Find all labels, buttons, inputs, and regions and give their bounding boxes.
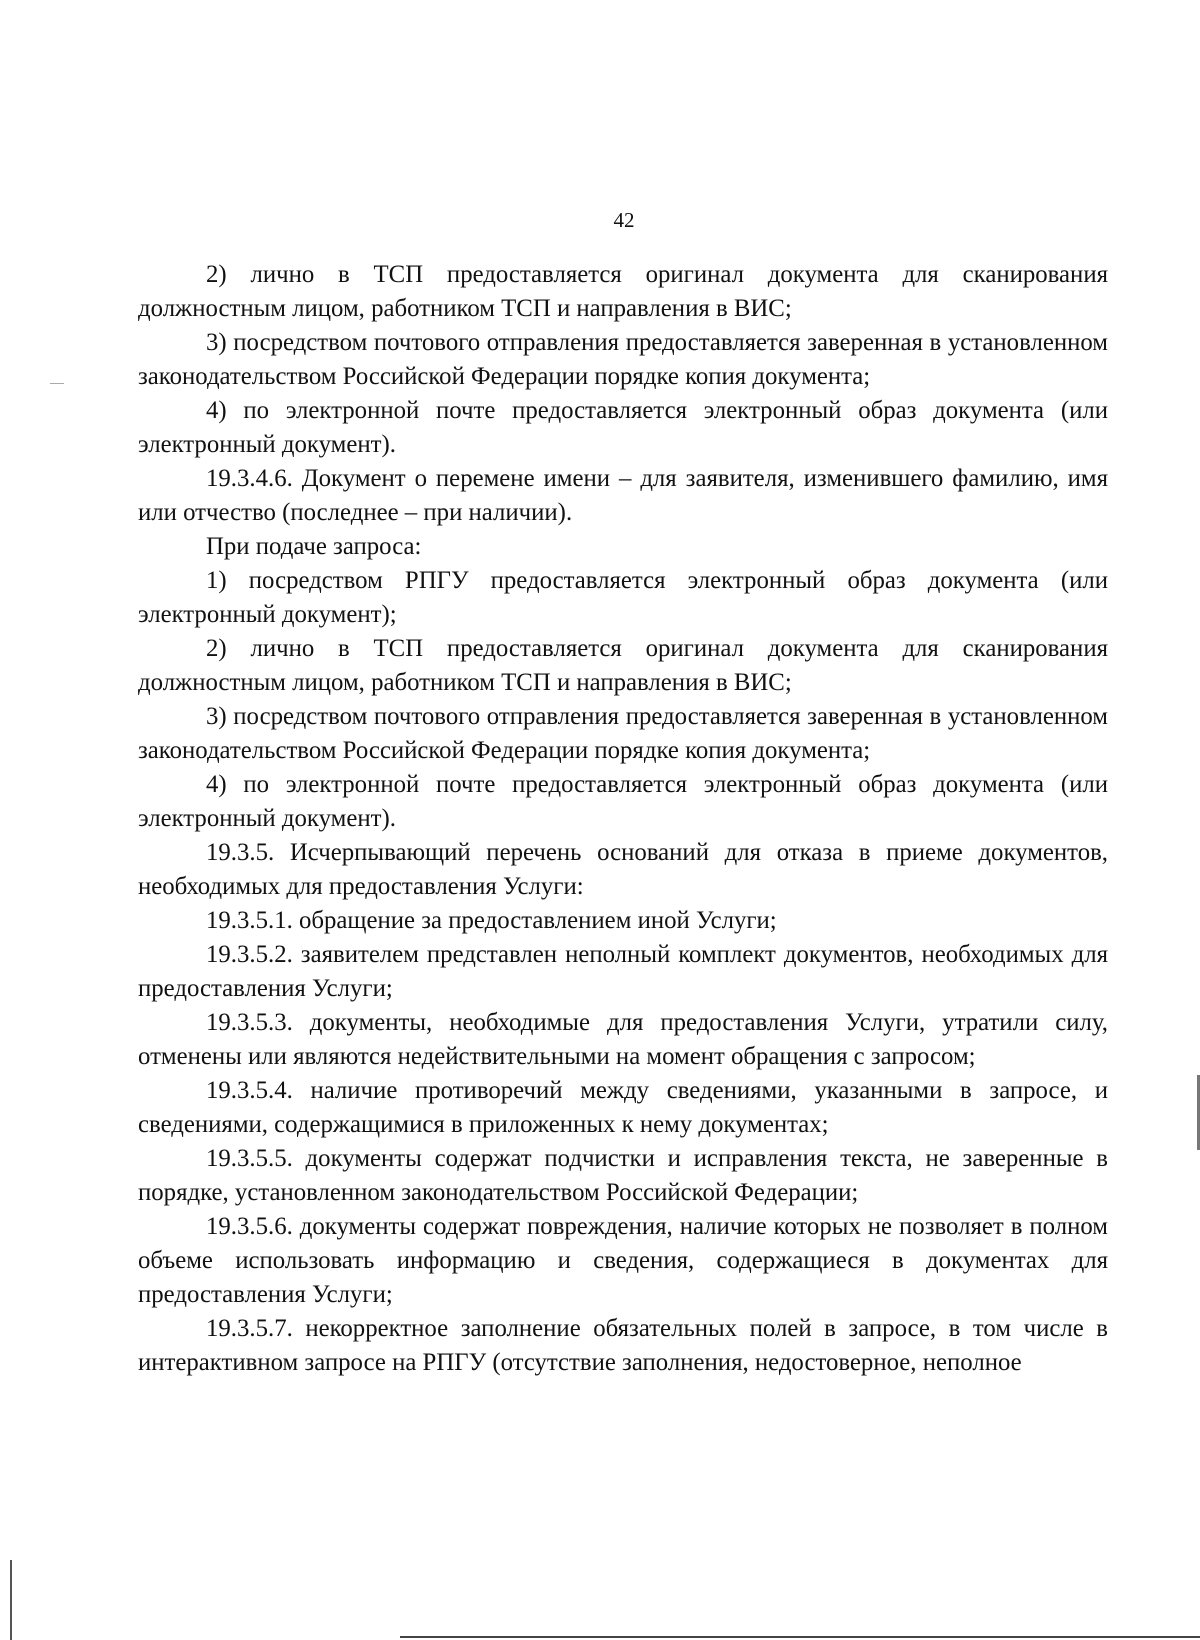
paragraph: При подаче запроса: xyxy=(206,533,422,560)
paragraph: 4) по электронной почте предоставляется электронный образ документа (или электронный документ). xyxy=(138,397,1108,458)
paragraph: 3) посредством почтового отправления предоставляется заверенная в установленном законодательством Российской Федерации порядке копия документа; xyxy=(138,703,1108,764)
paragraph: 19.3.5.2. заявителем представлен неполный комплект документов, необходимых для предоставления Услуги; xyxy=(138,941,1108,1002)
paragraph: 1) посредством РПГУ предоставляется электронный образ документа (или электронный документ); xyxy=(138,567,1108,628)
paragraph: 19.3.5.4. наличие противоречий между сведениями, указанными в запросе, и сведениями, содержащимися в приложенных к нему документах; xyxy=(138,1077,1108,1138)
paragraph: 19.3.5.3. документы, необходимые для предоставления Услуги, утратили силу, отменены или являются недействительными на момент обращения с запросом; xyxy=(138,1009,1108,1070)
paragraph: 19.3.5. Исчерпывающий перечень оснований для отказа в приеме документов, необходимых для предоставления Услуги: xyxy=(138,839,1108,900)
paragraph: 19.3.5.6. документы содержат повреждения, наличие которых не позволяет в полном объеме использовать информацию и сведения, содержащиеся в документах для предоставления Услуги; xyxy=(138,1213,1108,1308)
scan-mark xyxy=(50,383,64,384)
paragraph: 19.3.4.6. Документ о перемене имени – для заявителя, изменившего фамилию, имя или отчество (последнее – при наличии). xyxy=(138,465,1108,526)
page-number: 42 xyxy=(613,208,635,232)
scan-edge-bottom xyxy=(400,1636,1200,1638)
paragraph: 19.3.5.7. некорректное заполнение обязательных полей в запросе, в том числе в интерактивном запросе на РПГУ (отсутствие заполнения, недостоверное, неполное xyxy=(138,1315,1108,1376)
document-body xyxy=(138,258,1108,1380)
paragraph: 4) по электронной почте предоставляется электронный образ документа (или электронный документ). xyxy=(138,771,1108,832)
paragraph: 2) лично в ТСП предоставляется оригинал документа для сканирования должностным лицом, работником ТСП и направления в ВИС; xyxy=(138,635,1108,696)
paragraph: 19.3.5.5. документы содержат подчистки и исправления текста, не заверенные в порядке, установленном законодательством Российской Федерации; xyxy=(138,1145,1108,1206)
paragraph: 3) посредством почтового отправления предоставляется заверенная в установленном законодательством Российской Федерации порядке копия документа; xyxy=(138,329,1108,390)
paragraph: 2) лично в ТСП предоставляется оригинал документа для сканирования должностным лицом, работником ТСП и направления в ВИС; xyxy=(138,261,1108,322)
scan-edge-left xyxy=(10,1560,12,1640)
paragraph: 19.3.5.1. обращение за предоставлением иной Услуги; xyxy=(206,907,777,934)
